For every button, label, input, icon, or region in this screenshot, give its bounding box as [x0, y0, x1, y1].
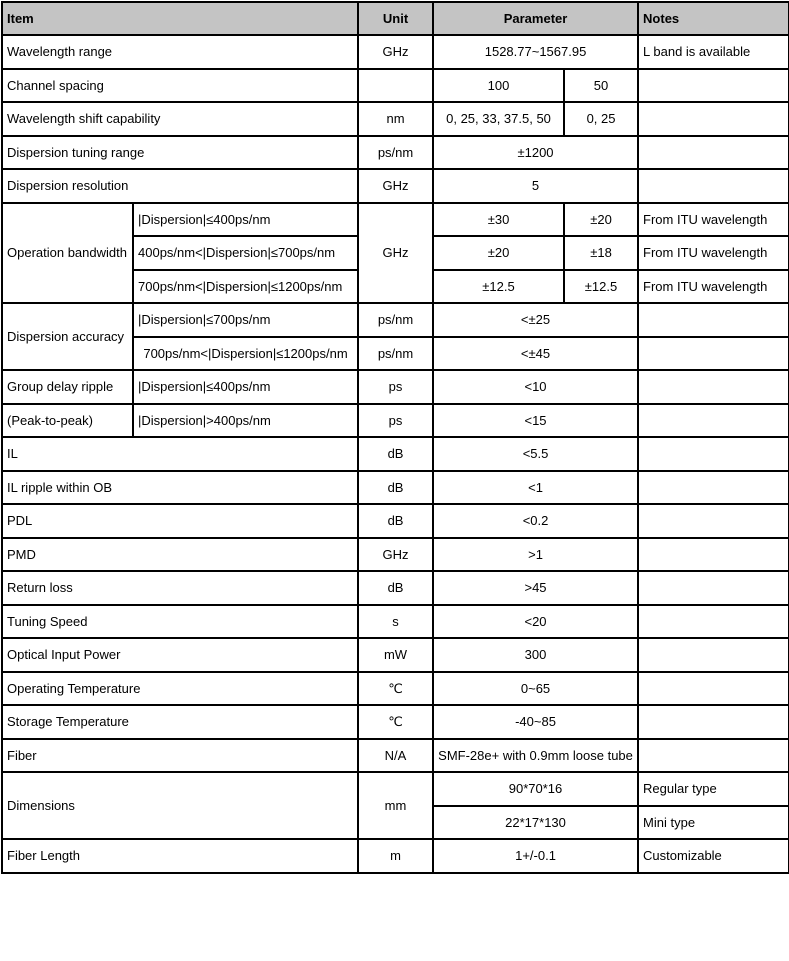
item-cell: Storage Temperature	[2, 705, 358, 739]
table-row	[2, 571, 789, 605]
condition-cell: |Dispersion|≤400ps/nm	[133, 203, 358, 237]
item-cell: PDL	[2, 504, 358, 538]
parameter-cell-b: 0, 25	[564, 102, 638, 136]
parameter-cell: ±1200	[433, 136, 638, 170]
notes-cell: L band is available	[638, 35, 789, 69]
item-cell: IL ripple within OB	[2, 471, 358, 505]
unit-cell: mW	[358, 638, 433, 672]
table-row	[2, 705, 789, 739]
parameter-cell: 1528.77~1567.95	[433, 35, 638, 69]
item-cell: Dispersion accuracy	[2, 303, 133, 370]
table-row	[2, 504, 789, 538]
parameter-cell: <±25	[433, 303, 638, 337]
unit-cell: ps/nm	[358, 136, 433, 170]
unit-cell: dB	[358, 437, 433, 471]
parameter-cell: <±45	[433, 337, 638, 371]
notes-cell	[638, 169, 789, 203]
item-cell: Operating Temperature	[2, 672, 358, 706]
parameter-cell-b: ±12.5	[564, 270, 638, 304]
header-item: Item	[2, 2, 358, 35]
parameter-cell: 1+/-0.1	[433, 839, 638, 873]
notes-cell: Mini type	[638, 806, 789, 840]
parameter-cell: SMF-28e+ with 0.9mm loose tube	[433, 739, 638, 773]
notes-cell	[638, 437, 789, 471]
table-row	[2, 772, 789, 806]
parameter-cell-b: ±20	[564, 203, 638, 237]
item-cell: (Peak-to-peak)	[2, 404, 133, 438]
parameter-cell-a: ±30	[433, 203, 564, 237]
parameter-cell: >1	[433, 538, 638, 572]
unit-cell: GHz	[358, 35, 433, 69]
parameter-cell-a: 0, 25, 33, 37.5, 50	[433, 102, 564, 136]
unit-cell: GHz	[358, 169, 433, 203]
table-row	[2, 169, 789, 203]
condition-cell: 700ps/nm<|Dispersion|≤1200ps/nm	[133, 270, 358, 304]
item-cell: IL	[2, 437, 358, 471]
notes-cell	[638, 370, 789, 404]
spec-table	[1, 1, 789, 874]
table-row	[2, 538, 789, 572]
unit-cell: ps	[358, 404, 433, 438]
unit-cell: dB	[358, 504, 433, 538]
parameter-cell: <20	[433, 605, 638, 639]
item-cell: Group delay ripple	[2, 370, 133, 404]
condition-cell: |Dispersion|≤400ps/nm	[133, 370, 358, 404]
item-cell: Return loss	[2, 571, 358, 605]
notes-cell	[638, 705, 789, 739]
parameter-cell: <15	[433, 404, 638, 438]
notes-cell: From ITU wavelength	[638, 270, 789, 304]
header-notes: Notes	[638, 2, 789, 35]
parameter-cell: 300	[433, 638, 638, 672]
unit-cell: N/A	[358, 739, 433, 773]
item-cell: Fiber Length	[2, 839, 358, 873]
parameter-cell: -40~85	[433, 705, 638, 739]
item-cell: Optical Input Power	[2, 638, 358, 672]
table-row	[2, 638, 789, 672]
table-row	[2, 303, 789, 337]
parameter-cell: <10	[433, 370, 638, 404]
header-parameter: Parameter	[433, 2, 638, 35]
notes-cell	[638, 303, 789, 337]
notes-cell	[638, 571, 789, 605]
table-row	[2, 203, 789, 237]
item-cell: Channel spacing	[2, 69, 358, 103]
item-cell: Dimensions	[2, 772, 358, 839]
parameter-cell: <5.5	[433, 437, 638, 471]
notes-cell	[638, 538, 789, 572]
unit-cell: GHz	[358, 203, 433, 304]
header-unit: Unit	[358, 2, 433, 35]
item-cell: Wavelength range	[2, 35, 358, 69]
table-row	[2, 437, 789, 471]
notes-cell	[638, 136, 789, 170]
condition-cell: 700ps/nm<|Dispersion|≤1200ps/nm	[133, 337, 358, 371]
parameter-cell: 90*70*16	[433, 772, 638, 806]
table-row	[2, 136, 789, 170]
parameter-cell: >45	[433, 571, 638, 605]
table-row	[2, 370, 789, 404]
parameter-cell: <0.2	[433, 504, 638, 538]
item-cell: PMD	[2, 538, 358, 572]
table-row	[2, 69, 789, 103]
table-row	[2, 739, 789, 773]
parameter-cell-b: ±18	[564, 236, 638, 270]
header-row	[2, 2, 789, 35]
table-row	[2, 672, 789, 706]
unit-cell: GHz	[358, 538, 433, 572]
unit-cell: ℃	[358, 672, 433, 706]
table-row	[2, 404, 789, 438]
parameter-cell-a: 100	[433, 69, 564, 103]
unit-cell: ps/nm	[358, 337, 433, 371]
unit-cell: nm	[358, 102, 433, 136]
notes-cell	[638, 605, 789, 639]
notes-cell	[638, 504, 789, 538]
notes-cell	[638, 337, 789, 371]
unit-cell: m	[358, 839, 433, 873]
condition-cell: |Dispersion|≤700ps/nm	[133, 303, 358, 337]
unit-cell	[358, 69, 433, 103]
notes-cell	[638, 739, 789, 773]
item-cell: Dispersion resolution	[2, 169, 358, 203]
item-cell: Fiber	[2, 739, 358, 773]
parameter-cell: <1	[433, 471, 638, 505]
item-cell: Tuning Speed	[2, 605, 358, 639]
unit-cell: ps	[358, 370, 433, 404]
unit-cell: ℃	[358, 705, 433, 739]
condition-cell: 400ps/nm<|Dispersion|≤700ps/nm	[133, 236, 358, 270]
parameter-cell-b: 50	[564, 69, 638, 103]
item-cell: Operation bandwidth	[2, 203, 133, 304]
table-row	[2, 471, 789, 505]
notes-cell	[638, 69, 789, 103]
parameter-cell-a: ±12.5	[433, 270, 564, 304]
item-cell: Dispersion tuning range	[2, 136, 358, 170]
unit-cell: mm	[358, 772, 433, 839]
notes-cell	[638, 672, 789, 706]
unit-cell: ps/nm	[358, 303, 433, 337]
parameter-cell: 22*17*130	[433, 806, 638, 840]
condition-cell: |Dispersion|>400ps/nm	[133, 404, 358, 438]
parameter-cell: 0~65	[433, 672, 638, 706]
table-row	[2, 605, 789, 639]
unit-cell: s	[358, 605, 433, 639]
item-cell: Wavelength shift capability	[2, 102, 358, 136]
parameter-cell-a: ±20	[433, 236, 564, 270]
notes-cell	[638, 471, 789, 505]
parameter-cell: 5	[433, 169, 638, 203]
notes-cell: From ITU wavelength	[638, 203, 789, 237]
notes-cell	[638, 638, 789, 672]
unit-cell: dB	[358, 571, 433, 605]
unit-cell: dB	[358, 471, 433, 505]
table-row	[2, 839, 789, 873]
notes-cell: Customizable	[638, 839, 789, 873]
notes-cell: Regular type	[638, 772, 789, 806]
notes-cell: From ITU wavelength	[638, 236, 789, 270]
notes-cell	[638, 404, 789, 438]
notes-cell	[638, 102, 789, 136]
table-row	[2, 35, 789, 69]
table-row	[2, 102, 789, 136]
